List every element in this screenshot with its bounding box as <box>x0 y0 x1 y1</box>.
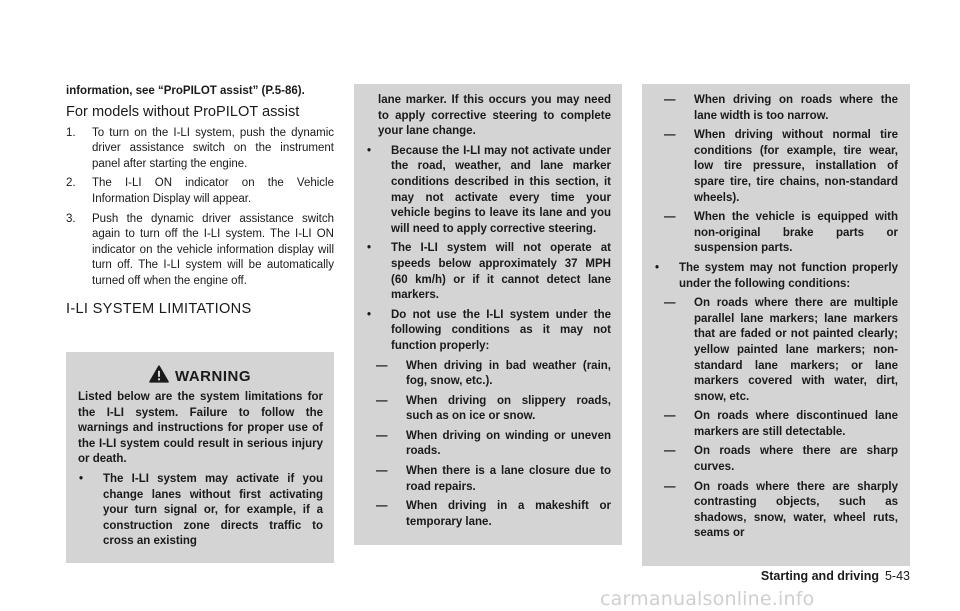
step-text: Push the dynamic driver assistance switch again to turn off the I-LI system. The I-LI ON indicator on the vehicle information display will turn off. The I-LI system will be automatically turned off when the engine off. <box>92 212 334 287</box>
dash-mark: — <box>664 480 676 493</box>
intro-text: information, see “ProPILOT assist” (P.5-86). <box>66 85 305 97</box>
bullet-dot: • <box>367 144 372 157</box>
heading-without-propilot: For models without ProPILOT assist <box>66 103 300 120</box>
step-number: 2. <box>66 177 76 190</box>
dash-item <box>366 464 611 495</box>
watermark: carmanualsonline.info <box>600 588 815 610</box>
step-number: 1. <box>66 126 76 139</box>
bullet-item <box>366 308 611 355</box>
dash-text: When driving without normal tire conditions (for example, tire wear, low tire pressure, installation of spare tire, tire chains, non-standard wheels). <box>694 129 898 204</box>
dash-text: When driving on winding or uneven roads. <box>406 429 611 458</box>
dash-mark: — <box>376 359 388 372</box>
dash-mark: — <box>664 445 676 458</box>
bullet-text: Because the I-LI may not activate under the road, weather, and lane marker conditions described in this section, it may not activate every time your vehicle begins to leave its lane and you will need to apply corrective steering. <box>391 144 611 235</box>
step-number: 3. <box>66 212 76 225</box>
dash-item <box>654 296 898 405</box>
dash-mark: — <box>376 500 388 513</box>
bullet-dot: • <box>655 261 660 274</box>
dash-mark: — <box>664 94 676 106</box>
dash-mark: — <box>376 394 388 407</box>
warning-triangle-icon <box>149 365 169 388</box>
dash-item <box>654 409 898 440</box>
step-text: To turn on the I-LI system, push the dynamic driver assistance switch on the instrument panel after starting the engine. <box>92 126 334 170</box>
bullet-item <box>654 261 898 292</box>
bullet-text: The I-LI system will not operate at speeds below approximately 37 MPH (60 km/h) or if it cannot detect lane markers. <box>391 242 611 302</box>
dash-text: When the vehicle is equipped with non-original brake parts or suspension parts. <box>694 211 898 255</box>
column-1 <box>66 84 334 319</box>
bullet-text: Do not use the I-LI system under the following conditions as it may not function properly: <box>391 308 611 352</box>
bullet-item <box>366 144 611 238</box>
dash-text: On roads where discontinued lane markers are still detectable. <box>694 410 898 438</box>
dash-mark: — <box>664 297 676 310</box>
dash-item <box>366 359 611 390</box>
dash-text: When there is a lane closure due to road repairs. <box>406 465 611 493</box>
warning-header <box>78 366 322 386</box>
dash-text: When driving on roads where the lane width is too narrow. <box>694 94 898 122</box>
step-1 <box>66 126 334 173</box>
dash-text: When driving in a makeshift or temporary lane. <box>406 500 611 528</box>
dash-item <box>654 128 898 206</box>
bullet-dot: • <box>79 472 84 485</box>
dash-item <box>366 429 611 460</box>
bullet-text: The I-LI system may activate if you change lanes without first activating your turn signal or, for example, if a construction zone directs traffic to cross an existing <box>103 472 323 548</box>
section-heading-limitations: I-LI SYSTEM LIMITATIONS <box>66 300 252 317</box>
dash-mark: — <box>376 465 388 478</box>
bullet-dot: • <box>367 242 372 255</box>
step-3 <box>66 212 334 290</box>
dash-text: When driving on slippery roads, such as on ice or snow. <box>406 394 611 423</box>
dash-text: On roads where there are multiple parallel lane markers; lane markers that are faded or not painted clearly; yellow painted lane markers; non-standard lane markers; or lane markers covered with water, dirt, snow, etc. <box>694 297 898 403</box>
warning-title: WARNING <box>175 367 251 385</box>
footer-section-title: Starting and driving <box>760 569 879 583</box>
warning-continuation-box-2 <box>642 84 910 566</box>
dash-item <box>654 93 898 124</box>
warning-continuation-box-1 <box>354 84 622 545</box>
bullet-item <box>366 241 611 303</box>
dash-text: On roads where there are sharply contrasting objects, such as shadows, snow, water, wheel ruts, seams or <box>694 480 898 540</box>
dash-item <box>654 480 898 542</box>
dash-item <box>366 499 611 530</box>
warning-bullet <box>78 472 323 550</box>
bullet-text: The system may not function properly under the following conditions: <box>679 261 898 290</box>
dash-mark: — <box>664 129 676 142</box>
dash-item <box>654 444 898 475</box>
dash-mark: — <box>664 410 676 423</box>
warning-intro: Listed below are the system limitations for the I-LI system. Failure to follow the warnings and instructions for proper use of the I-LI system could result in serious injury or death. <box>78 391 323 466</box>
step-2 <box>66 176 334 207</box>
dash-text: When driving in bad weather (rain, fog, snow, etc.). <box>406 359 611 388</box>
page-number: 5-43 <box>884 569 910 583</box>
dash-text: On roads where there are sharp curves. <box>694 445 898 474</box>
continuation-text: lane marker. If this occurs you may need to apply corrective steering to complete your lane change. <box>378 94 611 138</box>
page-footer <box>761 569 910 583</box>
bullet-dot: • <box>367 308 372 321</box>
dash-item <box>654 210 898 257</box>
dash-mark: — <box>376 429 388 442</box>
dash-mark: — <box>664 211 676 224</box>
dash-item <box>366 394 611 425</box>
step-text: The I-LI ON indicator on the Vehicle Information Display will appear. <box>92 177 334 205</box>
